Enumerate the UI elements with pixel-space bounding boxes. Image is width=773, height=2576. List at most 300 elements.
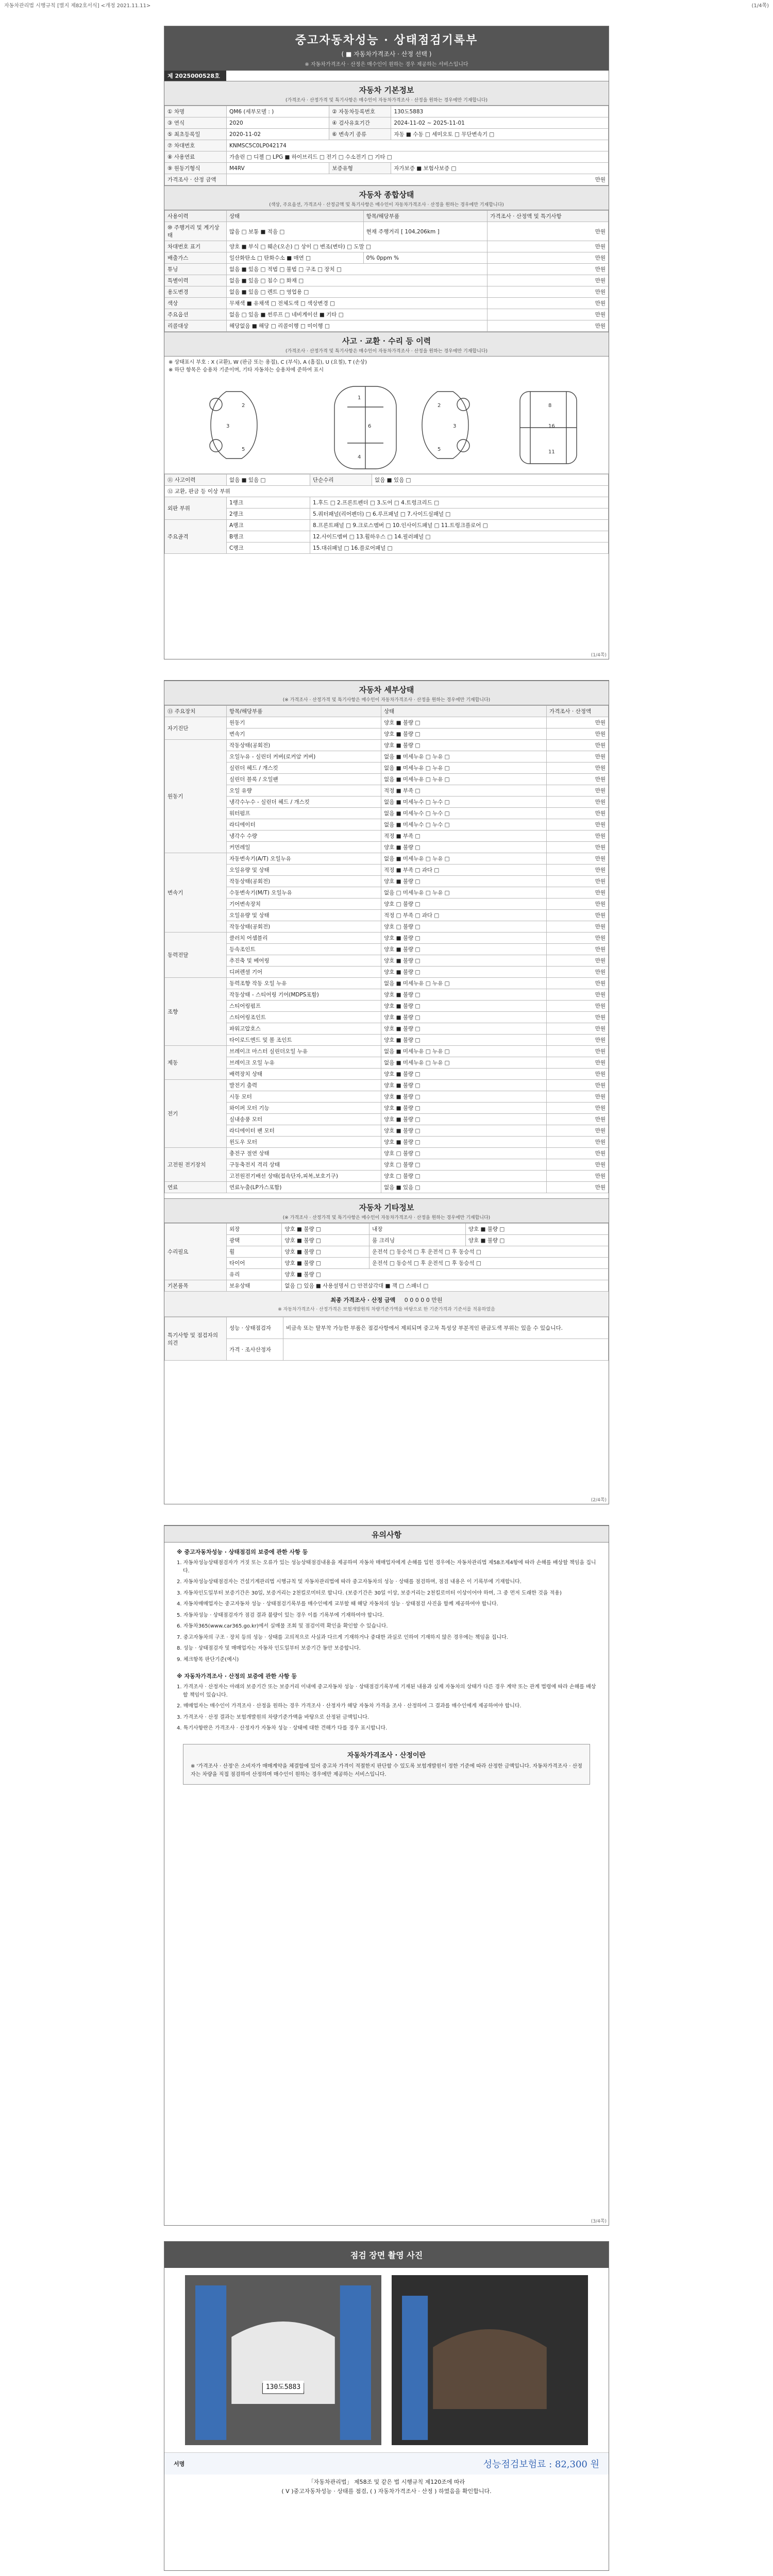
part-status: 양호 ■ 불량 □ xyxy=(381,740,547,751)
item: 외장 xyxy=(227,1224,282,1235)
row-price: 만원 xyxy=(488,309,609,320)
part-price: 만원 xyxy=(547,1159,609,1171)
part-name: 변속기 xyxy=(227,728,381,740)
label-accident-history: ⑪ 사고이력 xyxy=(165,474,227,486)
a-rank-items: 8.프론트패널 □ 9.크로스멤버 □ 10.인사이드패널 □ 11.트렁크플로어 □ xyxy=(310,520,609,531)
part-name: 실린더 헤드 / 개스킷 xyxy=(227,762,381,774)
label-first-registration: ⑤ 최초등록일 xyxy=(165,129,227,140)
part-price: 만원 xyxy=(547,933,609,944)
part-status: 양호 ■ 불량 □ xyxy=(381,933,547,944)
part-name: 시동 모터 xyxy=(227,1091,381,1103)
device-group: 동력전달 xyxy=(165,933,227,978)
part-name: 발전기 출력 xyxy=(227,1080,381,1091)
summary-title: 자동차 종합상태 xyxy=(359,190,414,199)
svg-text:2: 2 xyxy=(242,403,245,409)
device-group: 고전원 전기장치 xyxy=(165,1148,227,1182)
state: 양호 ■ 불량 □ xyxy=(282,1246,369,1258)
table-row xyxy=(165,520,609,531)
part-price: 만원 xyxy=(547,740,609,751)
item2: 운전석 □ 동승석 □ 후 운전석 □ 후 동승석 □ xyxy=(369,1246,609,1258)
part-name: 클러치 어셈블리 xyxy=(227,933,381,944)
special-label: 특기사항 및 점검자의 의견 xyxy=(165,1317,227,1361)
table-row xyxy=(165,1091,609,1103)
table-row xyxy=(165,1046,609,1057)
part-price: 만원 xyxy=(547,1171,609,1182)
part-status: 양호 ■ 불량 □ xyxy=(381,1114,547,1125)
col-price: 가격조사 · 산정액 xyxy=(547,706,609,717)
part-name: 배력장치 상태 xyxy=(227,1069,381,1080)
table-row xyxy=(165,275,609,286)
final-price-note: ※ 자동차가격조사 · 산정가격은 보험개발원의 차량기준가액을 바탕으로 한 기준가격과 기준서를 적용하였음 xyxy=(278,1307,495,1312)
part-price: 만원 xyxy=(547,785,609,796)
part-price: 만원 xyxy=(547,1023,609,1035)
part-price: 만원 xyxy=(547,819,609,831)
value-plate: 130도5883 xyxy=(391,106,609,117)
part-name: 오일누유 - 실린더 커버(로커암 커버) xyxy=(227,751,381,762)
part-price: 만원 xyxy=(547,910,609,921)
item: 유리 xyxy=(227,1269,282,1280)
table-row xyxy=(165,151,609,163)
row-price: 만원 xyxy=(488,298,609,309)
detail-title: 자동차 세부상태 xyxy=(359,685,414,694)
basic-items-label: 기본품목 xyxy=(165,1280,227,1292)
part-price: 만원 xyxy=(547,978,609,989)
accident-subtitle: (가격조사 · 산정가격 및 특기사항은 매수인이 자동차가격조사 · 산정을 원하는 경우에만 기재합니다) xyxy=(285,349,488,354)
notice-item: 3. 가격조사 · 산정 결과는 보험개발원의 차량기준가액을 바탕으로 산정된 금액입니다. xyxy=(177,1714,369,1720)
signature-row xyxy=(164,2452,609,2475)
detail-subtitle: (※ 가격조사 · 산정가격 및 특기사항은 매수인이 자동차가격조사 · 산정을 원하는 경우에만 기재합니다) xyxy=(282,698,491,703)
page-1 xyxy=(164,26,609,659)
row-state: 해당없음 ■ 해당 □ 리콜이행 □ 미이행 □ xyxy=(227,320,488,332)
final-price-label: 최종 가격조사 · 산정 금액 xyxy=(330,1297,396,1303)
device-group: 연료 xyxy=(165,1182,227,1193)
part-price: 만원 xyxy=(547,796,609,808)
table-row xyxy=(165,531,609,543)
part-price: 만원 xyxy=(547,831,609,842)
part-name: 구동축전지 격리 상태 xyxy=(227,1159,381,1171)
row-state: 없음 ■ 있음 □ 적법 □ 불법 □ 구조 □ 장치 □ xyxy=(227,264,488,275)
car-damage-diagram xyxy=(164,376,609,474)
other-title: 자동차 기타정보 xyxy=(359,1203,414,1212)
row-label: 주요옵션 xyxy=(165,309,227,320)
appraisal-info-text: ※ '가격조사 · 산정'은 소비자가 매매계약을 체결함에 있어 중고차 가격이 적절한지 판단할 수 있도록 보험개발원이 정한 기준에 따라 산정한 금액입니다. 자동차가격조사 · 산정자는 차량을 직접 점검하여 산정하며 매수인이 원하는 경우에만 제공하는 서비스입니다. xyxy=(191,1763,582,1777)
table-row xyxy=(165,921,609,933)
table-row xyxy=(165,222,609,241)
device-group: 원동기 xyxy=(165,740,227,853)
inspector-label: 성능 · 상태점검자 xyxy=(227,1317,283,1339)
table-row xyxy=(165,1339,609,1361)
value-warranty-type: 자가보증 ■ 보험사보증 □ xyxy=(391,163,609,174)
svg-text:4: 4 xyxy=(358,454,361,460)
table-row xyxy=(165,241,609,252)
part-price: 만원 xyxy=(547,921,609,933)
basic-info-title: 자동차 기본정보 xyxy=(359,86,414,95)
table-row xyxy=(165,163,609,174)
part-status: 양호 ■ 불량 □ xyxy=(381,717,547,728)
part-price: 만원 xyxy=(547,876,609,887)
table-row xyxy=(165,309,609,320)
state: 양호 ■ 불량 □ xyxy=(282,1235,369,1246)
part-price: 만원 xyxy=(547,1103,609,1114)
label-price: 가격조사 · 산정 금액 xyxy=(165,174,227,185)
value-car-name: QM6 (세부모델 : ) xyxy=(227,106,329,117)
summary-subtitle: (색상, 주요옵션, 가격조사 · 산정금액 및 특기사항은 매수인이 자동차가격조사 · 산정을 원하는 경우에만 기재합니다) xyxy=(269,202,504,208)
table-row xyxy=(165,740,609,751)
part-name: 냉각수 수량 xyxy=(227,831,381,842)
label-vin: ⑦ 차대번호 xyxy=(165,140,227,151)
appraiser-opinion xyxy=(283,1339,609,1361)
part-status: 양호 ■ 불량 □ xyxy=(381,1069,547,1080)
part-name: 냉각수누수 - 실린더 헤드 / 개스킷 xyxy=(227,796,381,808)
part-name: 충전구 절연 상태 xyxy=(227,1148,381,1159)
state: 없음 □ 있음 ■ 사용설명서 □ 안전삼각대 ■ 잭 □ 스패너 □ xyxy=(282,1280,609,1292)
part-status: 양호 ■ 불량 □ xyxy=(381,728,547,740)
table-row xyxy=(165,1246,609,1258)
b-rank-items: 12.사이드멤버 □ 13.휠하우스 □ 14.필러패널 □ xyxy=(310,531,609,543)
table-row xyxy=(165,140,609,151)
table-row xyxy=(165,1148,609,1159)
item: 보유상태 xyxy=(227,1280,282,1292)
part-name: 추진축 및 베어링 xyxy=(227,955,381,967)
detail-header xyxy=(164,681,609,705)
table-row xyxy=(165,796,609,808)
value-vin: KNMSC5C0LP042174 xyxy=(227,140,609,151)
svg-text:3: 3 xyxy=(226,423,230,429)
part-price: 만원 xyxy=(547,1035,609,1046)
car-front-photo-image xyxy=(185,2275,381,2445)
svg-text:5: 5 xyxy=(438,447,441,452)
row-label: 배출가스 xyxy=(165,252,227,264)
table-row xyxy=(165,762,609,774)
part-price: 만원 xyxy=(547,1046,609,1057)
notice-item: 4. 특기사항란은 가격조사 · 산정자가 자동차 성능 · 상태에 대한 견해가 다를 경우 표시합니다. xyxy=(177,1725,388,1731)
row-price: 만원 xyxy=(488,252,609,264)
part-status: 적정 □ 부족 □ 과다 □ xyxy=(381,910,547,921)
part-name: 라디에이터 팬 모터 xyxy=(227,1125,381,1137)
part-status: 양호 ■ 불량 □ xyxy=(381,944,547,955)
part-price: 만원 xyxy=(547,1001,609,1012)
part-name: 원동기 xyxy=(227,717,381,728)
state2: 양호 ■ 불량 □ xyxy=(465,1224,608,1235)
part-price: 만원 xyxy=(547,899,609,910)
page-4 xyxy=(164,2241,609,2571)
part-name: 작동상태 - 스티어링 기어(MDPS포함) xyxy=(227,989,381,1001)
table-row xyxy=(165,751,609,762)
part-status: 없음 ■ 미세누유 □ 누유 □ xyxy=(381,1057,547,1069)
signature-label: 서명 xyxy=(174,2461,185,2467)
part-status: 양호 ■ 불량 □ xyxy=(381,1001,547,1012)
part-status: 양호 ■ 불량 □ xyxy=(381,1035,547,1046)
value-transmission: 자동 ■ 수동 □ 세미오토 □ 무단변속기 □ xyxy=(391,129,609,140)
label-transmission: ⑥ 변속기 종류 xyxy=(329,129,391,140)
row-label: 색상 xyxy=(165,298,227,309)
label-engine-type: ⑨ 원동기형식 xyxy=(165,163,227,174)
accident-note: ※ 하단 항목은 승용차 기준이며, 기타 자동차는 승용차에 준하여 표시 xyxy=(169,367,324,373)
item2: 운전석 □ 동승석 □ 후 운전석 □ 후 동승석 □ xyxy=(369,1258,609,1269)
value-simple-repair: 없음 ■ 있음 □ xyxy=(372,474,609,486)
table-row xyxy=(165,1235,609,1246)
part-status: 양호 ■ 불량 □ xyxy=(381,1012,547,1023)
footer-line-1: 「자동차관리법」 제58조 및 같은 법 시행규칙 제120조에 따라 xyxy=(308,2479,465,2485)
part-status: 없음 ■ 미세누유 □ 누유 □ xyxy=(381,751,547,762)
label-car-name: ① 차명 xyxy=(165,106,227,117)
table-row xyxy=(165,117,609,129)
value-inspection-period: 2024-11-02 ~ 2025-11-01 xyxy=(391,117,609,129)
footer xyxy=(164,2475,609,2499)
major-frame-label: 주요골격 xyxy=(165,520,227,554)
c-rank-items: 15.대쉬패널 □ 16.플로어패널 □ xyxy=(310,543,609,554)
svg-text:16: 16 xyxy=(548,423,555,429)
page-indicator: (1/4쪽) xyxy=(751,3,769,9)
table-row xyxy=(165,298,609,309)
value-year: 2020 xyxy=(227,117,329,129)
svg-text:11: 11 xyxy=(548,449,555,455)
table-row xyxy=(165,174,609,185)
device-group: 변속기 xyxy=(165,853,227,933)
part-price: 만원 xyxy=(547,762,609,774)
device-group: 전기 xyxy=(165,1080,227,1148)
row-price: 만원 xyxy=(488,241,609,252)
part-name: 타이로드엔드 및 볼 조인트 xyxy=(227,1035,381,1046)
row-state: 일산화탄소 □ 탄화수소 ■ 매연 □ xyxy=(227,252,364,264)
item: 광택 xyxy=(227,1235,282,1246)
part-status: 양호 □ 불량 □ xyxy=(381,1159,547,1171)
part-price: 만원 xyxy=(547,1057,609,1069)
table-header-row xyxy=(165,211,609,222)
table-row xyxy=(165,252,609,264)
part-price: 만원 xyxy=(547,944,609,955)
price-service-choice: ( ■ 자동차가격조사 · 산정 선택 ) xyxy=(341,50,432,58)
photo-row xyxy=(164,2268,609,2452)
part-status: 양호 ■ 불량 □ xyxy=(381,1023,547,1035)
part-status: 적정 ■ 부족 □ 과다 □ xyxy=(381,865,547,876)
other-subtitle: (※ 가격조사 · 산정가격 및 특기사항은 매수인이 자동차가격조사 · 산정을 원하는 경우에만 기재합니다) xyxy=(282,1215,491,1221)
part-status: 양호 ■ 불량 □ xyxy=(381,1103,547,1114)
part-status: 없음 ■ 미세누유 □ 누유 □ xyxy=(381,762,547,774)
part-name: 윈도우 모터 xyxy=(227,1137,381,1148)
table-row xyxy=(165,1001,609,1012)
table-row xyxy=(165,933,609,944)
table-row xyxy=(165,819,609,831)
part-status: 없음 ■ 미세누유 □ 누유 □ xyxy=(381,978,547,989)
table-row xyxy=(165,717,609,728)
table-row xyxy=(165,1224,609,1235)
table-row xyxy=(165,728,609,740)
part-status: 양호 ■ 불량 □ xyxy=(381,1080,547,1091)
row-label: 특별이력 xyxy=(165,275,227,286)
notice-list-1 xyxy=(164,1559,609,1667)
notice-sub2: ※ 자동차가격조사 · 산정의 보증에 관한 사항 등 xyxy=(177,1673,297,1680)
notice-header xyxy=(164,1526,609,1543)
part-status: 없음 □ 미세누유 □ 누유 □ xyxy=(381,887,547,899)
row-state: 많음 □ 보통 ■ 적음 □ xyxy=(227,222,364,241)
insurance-fee: 성능점검보험료 : 82,300 원 xyxy=(483,2459,599,2470)
part-price: 만원 xyxy=(547,1012,609,1023)
part-price: 만원 xyxy=(547,887,609,899)
basic-info-header xyxy=(164,81,609,106)
state: 양호 ■ 불량 □ xyxy=(282,1224,369,1235)
table-row xyxy=(165,842,609,853)
part-price: 만원 xyxy=(547,717,609,728)
part-price: 만원 xyxy=(547,842,609,853)
part-name: 스티어링조인트 xyxy=(227,1012,381,1023)
notice-item: 5. 자동차성능 · 상태점검자가 점검 결과 불량이 있는 경우 이를 기록부에 기재하여야 합니다. xyxy=(177,1612,384,1618)
table-row xyxy=(165,853,609,865)
table-row xyxy=(165,129,609,140)
table-row xyxy=(165,899,609,910)
row-state: 없음 ■ 있음 □ 침수 □ 화재 □ xyxy=(227,275,488,286)
part-name: 디퍼렌셜 기어 xyxy=(227,967,381,978)
row-label: ⑩ 주행거리 및 계기상태 xyxy=(165,222,227,241)
accident-legend: ※ 상태표시 부호 : X (교환), W (판금 또는 용접), C (부식), A (흠집), U (요철), T (손상) xyxy=(169,360,367,365)
svg-text:3: 3 xyxy=(453,423,457,429)
accident-notes xyxy=(164,357,609,376)
outer-panel-label: 외판 부위 xyxy=(165,497,227,520)
table-row xyxy=(165,1171,609,1182)
notice-title: 유의사항 xyxy=(372,1530,401,1539)
table-row xyxy=(165,1159,609,1171)
value-accident-history: 없음 ■ 있음 □ xyxy=(227,474,310,486)
summary-header xyxy=(164,185,609,210)
part-name: 실내송풍 모터 xyxy=(227,1114,381,1125)
part-price: 만원 xyxy=(547,1125,609,1137)
part-status: 양호 ■ 불량 □ xyxy=(381,1125,547,1137)
table-row xyxy=(165,1125,609,1137)
notice-item: 8. 성능 · 상태점검자 및 매매업자는 자동차 인도일부터 보증기간 동안 보증합니다. xyxy=(177,1646,361,1651)
c-rank-label: C랭크 xyxy=(227,543,310,554)
device-group: 제동 xyxy=(165,1046,227,1080)
col-price: 가격조사 · 산정액 및 특기사항 xyxy=(488,211,609,222)
item: 타이어 xyxy=(227,1258,282,1269)
page-marker: (3/4쪽) xyxy=(591,2219,607,2224)
table-row xyxy=(165,1023,609,1035)
part-status: 양호 □ 불량 □ xyxy=(381,899,547,910)
value-engine-type: M4RV xyxy=(227,163,329,174)
table-row xyxy=(165,989,609,1001)
state: 양호 ■ 불량 □ xyxy=(282,1269,609,1280)
part-name: 수동변속기(M/T) 오일누유 xyxy=(227,887,381,899)
part-status: 없음 ■ 미세누수 □ 누수 □ xyxy=(381,808,547,819)
inspector-opinion: 비금속 또는 탈부착 가능한 부품은 점검사항에서 제외되며 중고차 특성상 부분적인 판금도색 부위는 있을 수 있습니다. xyxy=(283,1317,609,1339)
notice-sub1: ※ 중고자동차성능 · 상태점검의 보증에 관한 사항 등 xyxy=(177,1549,308,1555)
table-row xyxy=(165,543,609,554)
part-name: 자동변속기(A/T) 오일누유 xyxy=(227,853,381,865)
table-row xyxy=(165,831,609,842)
document-header xyxy=(164,26,609,71)
label-warranty-type: 보증유형 xyxy=(329,163,391,174)
part-status: 양호 ■ 불량 □ xyxy=(381,955,547,967)
part-status: 적정 ■ 부족 □ xyxy=(381,831,547,842)
part-status: 없음 ■ 미세누유 □ 누유 □ xyxy=(381,853,547,865)
rank1-label: 1랭크 xyxy=(227,497,310,509)
table-row xyxy=(165,1012,609,1023)
item2: 내장 xyxy=(369,1224,466,1235)
device-group: 조향 xyxy=(165,978,227,1046)
label-simple-repair: 단순수리 xyxy=(310,474,372,486)
row-state: 양호 ■ 부식 □ 훼손(오손) □ 상이 □ 변조(변타) □ 도말 □ xyxy=(227,241,488,252)
part-name: 오일 유량 xyxy=(227,785,381,796)
row-state: 무채색 ■ 유채색 □ 전체도색 □ 색상변경 □ xyxy=(227,298,488,309)
table-row xyxy=(165,774,609,785)
item: 휠 xyxy=(227,1246,282,1258)
part-name: 실린더 블록 / 오일팬 xyxy=(227,774,381,785)
table-row xyxy=(165,1258,609,1269)
svg-text:5: 5 xyxy=(242,447,245,452)
part-price: 만원 xyxy=(547,967,609,978)
notice-item: 1. 자동차성능상태점검자가 거짓 또는 오류가 있는 성능상태점검내용을 제공하여 자동차 매매업자에게 손해를 입힌 경우에는 자동차관리법 제58조제4항에 따라 손해를 배상할 책임을 집니다. xyxy=(177,1560,596,1574)
row-price: 만원 xyxy=(488,286,609,298)
basic-info-table xyxy=(164,106,609,185)
notice-item: 9. 체크항목 판단기준(예시) xyxy=(177,1656,239,1663)
notice-item: 1. 가격조사 · 산정자는 아래의 보증기간 또는 보증거리 이내에 중고자동차 성능 · 상태점검기록부에 기재된 내용과 실제 자동차의 상태가 다른 경우 계약 또는 관계 법령에 따라 손해를 배상할 책임이 있습니다. xyxy=(177,1684,596,1698)
row-extra: 현재 주행거리 [ 104,206km ] xyxy=(363,222,488,241)
part-status: 적정 ■ 부족 □ xyxy=(381,785,547,796)
part-price: 만원 xyxy=(547,955,609,967)
label-year: ③ 연식 xyxy=(165,117,227,129)
notice-item: 3. 자동차인도일부터 보증기간은 30일, 보증거리는 2천킬로미터로 합니다. (보증기간은 30일 이상, 보증거리는 2천킬로미터 이상이어야 하며, 그 중 먼저 도래한 것을 적용) xyxy=(177,1590,562,1596)
appraiser-label: 가격 · 조사산정자 xyxy=(227,1339,283,1361)
part-price: 만원 xyxy=(547,1069,609,1080)
part-price: 만원 xyxy=(547,774,609,785)
row-label: 용도변경 xyxy=(165,286,227,298)
svg-text:6: 6 xyxy=(368,423,372,429)
document-title: 중고자동차성능 · 상태점검기록부 xyxy=(295,33,478,47)
part-price: 만원 xyxy=(547,1137,609,1148)
notice-item: 6. 자동차365(www.car365.go.kr)에서 실매물 조회 및 점검이력 확인을 확인할 수 있습니다. xyxy=(177,1623,388,1629)
basic-info-subtitle: (가격조사 · 산정가격 및 특기사항은 매수인이 자동차가격조사 · 산정을 원하는 경우에만 기재합니다) xyxy=(285,98,488,103)
form-header-strip xyxy=(4,1,769,8)
accident-title: 사고 · 교환 · 수리 등 이력 xyxy=(342,336,431,346)
table-row xyxy=(165,978,609,989)
part-name: 워터펌프 xyxy=(227,808,381,819)
row-label: 튜닝 xyxy=(165,264,227,275)
part-price: 만원 xyxy=(547,1114,609,1125)
part-price: 만원 xyxy=(547,1091,609,1103)
other-table xyxy=(164,1223,609,1292)
rank2-items: 5.쿼터패널(리어펜더) □ 6.루프패널 □ 7.사이드실패널 □ xyxy=(310,509,609,520)
part-status: 없음 ■ 미세누수 □ 누수 □ xyxy=(381,796,547,808)
part-price: 만원 xyxy=(547,808,609,819)
table-row xyxy=(165,1114,609,1125)
table-row xyxy=(165,106,609,117)
page-3 xyxy=(164,1525,609,2226)
notice-list-2 xyxy=(164,1683,609,1736)
part-name: 오일유량 및 상태 xyxy=(227,865,381,876)
table-row xyxy=(165,1280,609,1292)
table-row xyxy=(165,808,609,819)
part-name: 커먼레일 xyxy=(227,842,381,853)
device-group: 자기진단 xyxy=(165,717,227,740)
part-name: 브레이크 마스터 실린더오일 누유 xyxy=(227,1046,381,1057)
table-row xyxy=(165,509,609,520)
part-name: 등속조인트 xyxy=(227,944,381,955)
page-2 xyxy=(164,680,609,1504)
appraisal-info-title: 자동차가격조사 · 산정이란 xyxy=(347,1751,426,1759)
footer-line-2: ( V )중고자동차성능 · 상태를 점검, ( ) 자동차가격조사 · 산정 ) 하였음을 확인합니다. xyxy=(281,2487,492,2495)
table-row xyxy=(165,785,609,796)
part-status: 양호 ■ 불량 □ xyxy=(381,989,547,1001)
appraisal-info-box xyxy=(183,1744,590,1785)
row-extra: 0% 0ppm % xyxy=(363,252,488,264)
row-price: 만원 xyxy=(488,275,609,286)
part-name: 오일유량 및 상태 xyxy=(227,910,381,921)
table-row xyxy=(165,887,609,899)
page-marker: (2/4쪽) xyxy=(591,1498,607,1503)
part-status: 양호 ■ 불량 □ xyxy=(381,876,547,887)
license-plate: 130도5883 xyxy=(263,2381,304,2392)
table-header-row xyxy=(165,706,609,717)
b-rank-label: B랭크 xyxy=(227,531,310,543)
